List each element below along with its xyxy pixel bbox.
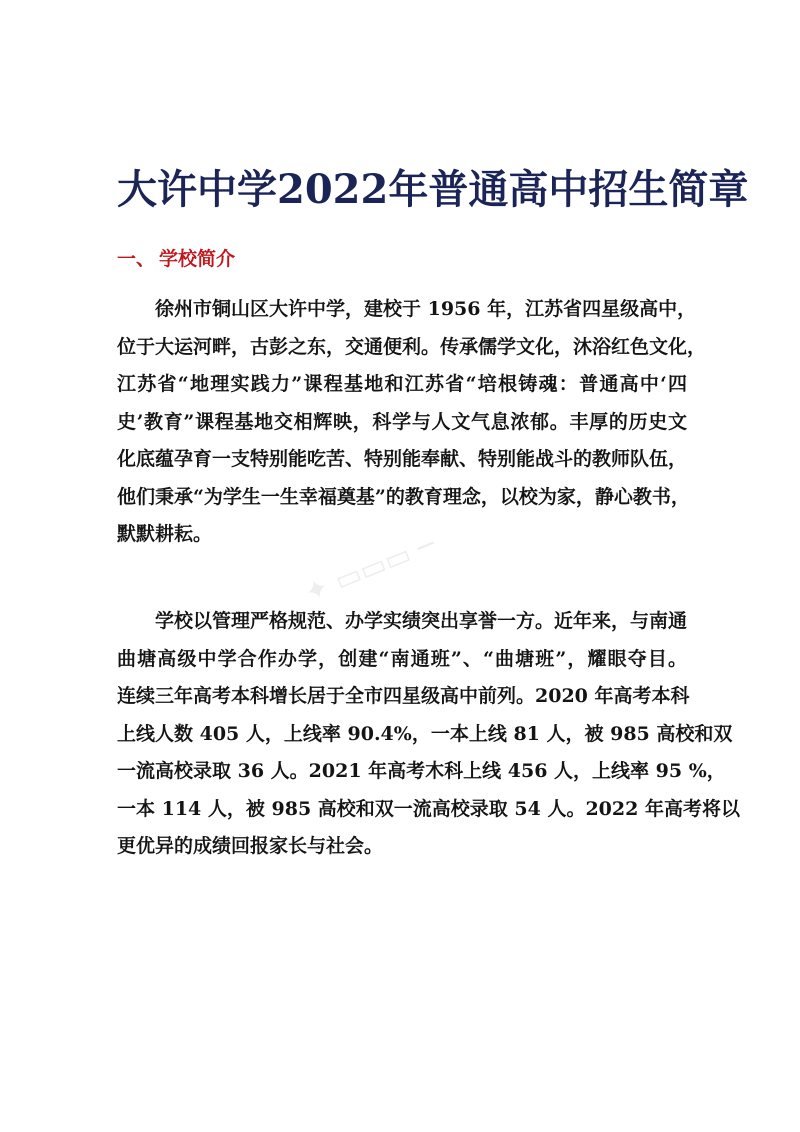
paragraph-line: 更优异的成绩回报家长与社会。 (117, 835, 384, 857)
paragraph-line: 史’教育”课程基地交相辉映，科学与人文气息浓郁。丰厚的历史文 (117, 410, 687, 433)
paragraph-line: 他们秉承“为学生一生幸福奠基”的教育理念，以校为家，静心教书， (117, 485, 690, 508)
paragraph-school-overview (117, 291, 707, 554)
paragraph-line: 徐州市铜山区大许中学，建校于 1956 年，江苏省四星级高中， (155, 298, 697, 320)
paragraph-line: 上线人数 405 人，上线率 90.4%，一本上线 81 人，被 985 高校和双 (117, 722, 733, 745)
section-heading-school-intro (117, 246, 235, 272)
paragraph-line: 曲塘高级中学合作办学，创建“南通班”、“曲塘班”，耀眼夺目。 (117, 647, 687, 670)
paragraph-line: 一流高校录取 36 人。2021 年高考木科上线 456 人，上线率 95 %， (117, 760, 726, 782)
paragraph-line: 连续三年高考本科增长居于全市四星级高中前列。2020 年高考本科 (117, 685, 690, 707)
paragraph-line: 默默耕耘。 (117, 523, 213, 545)
paragraph-line: 一本 114 人，被 985 高校和双一流高校录取 54 人。2022 年高考将以 (117, 797, 740, 820)
document-title: 大许中学2022年普通高中招生简章 (117, 166, 749, 213)
paragraph-line: 位于大运河畔，古彭之东，交通便利。传承儒学文化，沐浴红色文化， (117, 335, 707, 358)
paragraph-line: 江苏省“地理实践力”课程基地和江苏省“培根铸魂：普通高中‘四 (117, 373, 687, 395)
paragraph-line: 学校以管理严格规范、办学实绩突出享誉一方。近年来，与南通 (155, 610, 688, 632)
section-heading-text: 学校简介 (159, 248, 236, 270)
paragraph-school-achievements (117, 603, 740, 866)
section-number: 一、 (117, 248, 156, 270)
paragraph-line: 化底蕴孕育一支特别能吃苦、特别能奉献、特别能战斗的教师队伍， (117, 448, 688, 470)
watermark: ✦ ▭▭▭ ─ (299, 527, 440, 610)
